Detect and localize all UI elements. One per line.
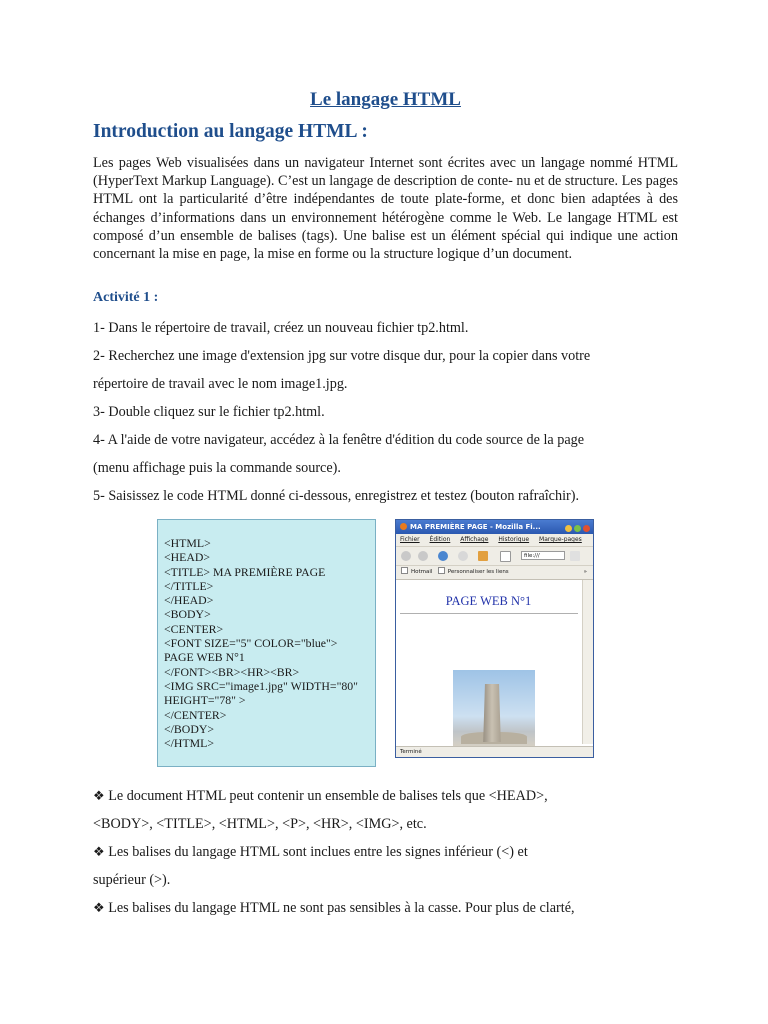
menu-fichier: Fichier	[400, 536, 420, 543]
browser-content	[396, 580, 593, 744]
bullet-icon: ❖	[93, 789, 105, 804]
stop-icon	[458, 551, 468, 561]
code-line: <IMG SRC="image1.jpg" WIDTH="80"	[164, 678, 358, 693]
bullet-icon: ❖	[93, 901, 105, 916]
browser-title: MA PREMIÈRE PAGE - Mozilla Fi...	[410, 523, 541, 531]
menu-marque-pages: Marque-pages	[539, 536, 582, 543]
bullet-text: Le document HTML peut contenir un ensemble de balises tels que <HEAD>,	[108, 788, 548, 804]
code-line: </HTML>	[164, 736, 215, 751]
maximize-icon	[574, 525, 581, 532]
menu-affichage: Affichage	[460, 536, 489, 543]
code-line: <HEAD>	[164, 550, 211, 565]
browser-nav-bar	[396, 547, 593, 566]
code-line: </FONT><BR><HR><BR>	[164, 664, 300, 679]
browser-page-heading: PAGE WEB N°1	[445, 594, 532, 608]
bookmark-hotmail: Hotmail	[411, 569, 433, 575]
step-2: 2- Recherchez une image d'extension jpg sur votre disque dur, pour la copier dans votre	[93, 348, 591, 364]
step-3: 3- Double cliquez sur le fichier tp2.html.	[93, 404, 325, 420]
forward-icon	[418, 551, 428, 561]
step-4-continued: (menu affichage puis la commande source).	[93, 460, 341, 476]
bullet-item-2	[93, 843, 528, 862]
tower-shape	[481, 684, 503, 742]
step-2-continued: répertoire de travail avec le nom image1.jpg.	[93, 376, 348, 392]
more-bookmarks-icon: »	[583, 569, 587, 575]
browser-scrollbar	[582, 580, 593, 744]
code-line: HEIGHT="78" >	[164, 693, 246, 708]
bullet-item-1	[93, 787, 548, 806]
code-line: </BODY>	[164, 721, 215, 736]
bullet-item-3	[93, 899, 575, 918]
bookmark-icon	[401, 567, 408, 574]
firefox-icon	[400, 523, 407, 530]
code-line: </CENTER>	[164, 707, 227, 722]
close-icon	[583, 525, 590, 532]
browser-screenshot	[395, 519, 594, 758]
code-line: <FONT SIZE="5" COLOR="blue">	[164, 636, 338, 651]
code-line: <HTML>	[164, 536, 211, 550]
step-4: 4- A l'aide de votre navigateur, accédez à la fenêtre d'édition du code source de la page	[93, 432, 585, 448]
bullet-icon: ❖	[93, 845, 105, 860]
code-line: </HEAD>	[164, 593, 214, 608]
code-line: </TITLE>	[164, 578, 214, 593]
page-icon	[500, 551, 511, 562]
horizontal-rule	[400, 613, 578, 614]
activity-heading: Activité 1 :	[93, 290, 159, 305]
tower-image	[453, 670, 535, 747]
reload-icon	[438, 551, 448, 561]
bullet-item-1-continued: <BODY>, <TITLE>, <HTML>, <P>, <HR>, <IMG>, etc.	[93, 816, 427, 832]
step-1: 1- Dans le répertoire de travail, créez un nouveau fichier tp2.html.	[93, 320, 469, 336]
code-line: PAGE WEB N°1	[164, 650, 245, 665]
section-heading: Introduction au langage HTML :	[93, 121, 368, 142]
bullet-text: Les balises du langage HTML sont inclues entre les signes inférieur (<) et	[108, 844, 528, 860]
browser-bookmarks-bar	[396, 566, 593, 580]
bullet-item-2-continued: supérieur (>).	[93, 872, 171, 888]
bullet-text: Les balises du langage HTML ne sont pas sensibles à la casse. Pour plus de clarté,	[108, 900, 575, 916]
menu-historique: Historique	[498, 536, 530, 543]
menu-edition: Édition	[429, 536, 451, 543]
code-line: <CENTER>	[164, 621, 224, 636]
browser-status-bar: Terminé	[396, 746, 593, 757]
code-line: <BODY>	[164, 607, 211, 622]
bookmark-icon	[438, 567, 445, 574]
dropdown-icon	[570, 551, 580, 561]
step-5: 5- Saisissez le code HTML donné ci-dessous, enregistrez et testez (bouton rafraîchir).	[93, 488, 580, 504]
html-code-box	[157, 519, 376, 767]
home-icon	[478, 551, 488, 561]
back-icon	[401, 551, 411, 561]
address-field: file:///	[521, 551, 565, 560]
document-title: Le langage HTML	[310, 89, 461, 110]
bookmark-personnaliser: Personnaliser les liens	[447, 569, 509, 575]
intro-paragraph: Les pages Web visualisées dans un navigateur Internet sont écrites avec un langage nommé HTML (HyperText Markup Language). C’est un langage de description de conte- nu et de structure. Les pages HTML ont la particularité d’être indépendantes de toute plate-forme, et donc bien adaptées à des échanges d’informations dans un environnement hétérogène comme le Web. Le langage HTML est composé d’un ensemble de balises (tags). Une balise est un élément spécial qui indique une action concernant la mise en page, la mise en forme ou la structure logique d’un document.	[93, 155, 678, 263]
browser-title-bar	[396, 520, 593, 534]
minimize-icon	[565, 525, 572, 532]
code-line: <TITLE> MA PREMIÈRE PAGE	[164, 564, 326, 579]
